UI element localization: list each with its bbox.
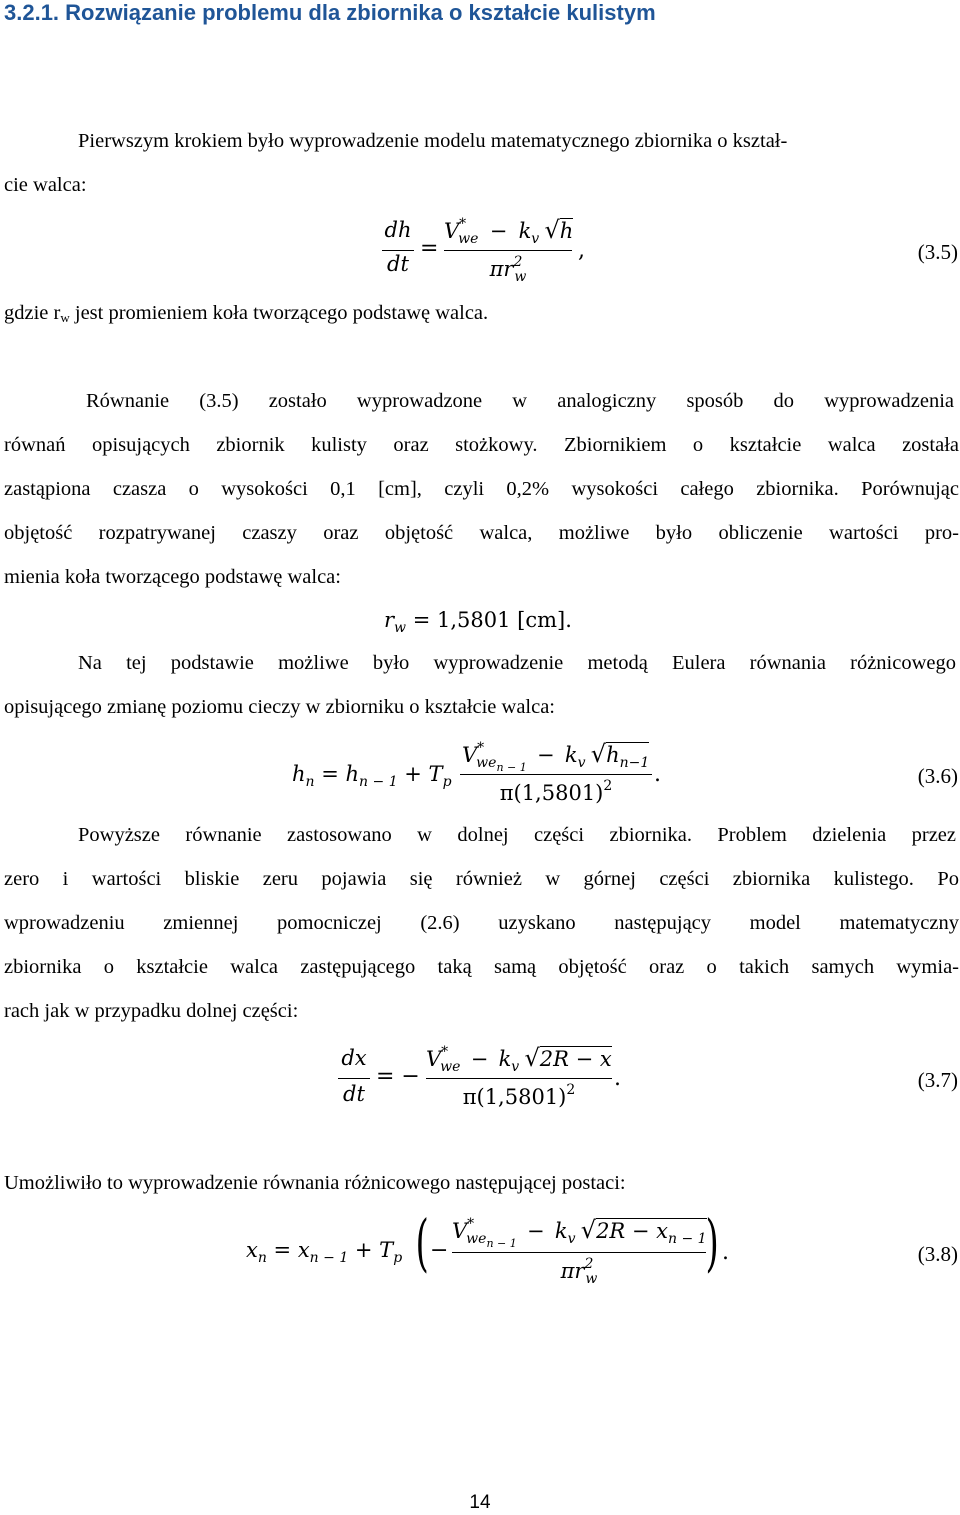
eq36-number: (3.6) [917, 764, 958, 788]
para1-line2: cie walca: [4, 174, 87, 196]
eq35-comma: , [578, 238, 585, 263]
eq35-rhs-numerator: $V^*_{we} - k_v$ √h [444, 216, 574, 247]
para5-line: Umożliwiło to wyprowadzenie równania różnicowego następującej postaci: [4, 1172, 626, 1194]
para4-line3: wprowadzeniu zmiennej pomocniczej (2.6) uzyskano następujący model matematyczny [4, 912, 959, 934]
para4-line1: Powyższe równanie zastosowano w dolnej części zbiornika. Problem dzielenia przez [78, 824, 956, 846]
eq35-equals: = [420, 236, 439, 261]
section-heading: 3.2.1. Rozwiązanie problemu dla zbiornika o kształcie kulistym [4, 0, 656, 25]
para2-line3: zastąpiona czasza o wysokości 0,1 [cm], czyli 0,2% wysokości całego zbiornika. Porównując [4, 478, 959, 500]
eq37-numerator: $V^*_{we} - k_v$ √2R − x [426, 1044, 612, 1075]
eq36-lhs: $h_n = h_{n - 1} + T_p$ [292, 762, 452, 790]
eq38-numerator: $V^*_{wen - 1} - k_v$ $√2R - x_{n - 1}$ [452, 1216, 707, 1250]
eq35-rhs-bar [444, 250, 572, 251]
eq35-rhs-denominator: $\pi r^2_w$ [489, 254, 527, 285]
eq37-equals-minus: = − [376, 1064, 420, 1089]
para1-line1: Pierwszym krokiem było wyprowadzenie modelu matematycznego zbiornika o kształ- [78, 130, 788, 152]
eq36-denominator: $\pi(1,5801)^2$ [499, 778, 613, 805]
page-number: 14 [469, 1492, 491, 1513]
eq35-number: (3.5) [917, 240, 958, 264]
eq38-minus: − [430, 1238, 449, 1263]
eq38-number: (3.8) [917, 1242, 958, 1266]
eq36-dot: . [654, 762, 661, 787]
para2-line1: Równanie (3.5) zostało wyprowadzone w analogiczny sposób do wyprowadzenia [86, 390, 954, 412]
eq36-bar [460, 774, 652, 775]
rw-equation: $r_w = 1,5801$ [cm]. [384, 608, 572, 636]
para4-line5: rach jak w przypadku dolnej części: [4, 1000, 299, 1022]
eq35-lhs-numerator: dh [384, 218, 412, 242]
para2-line4: objętość rozpatrywanej czaszy oraz objętość walca, możliwe było obliczenie wartości pro- [4, 522, 959, 544]
eq38-right-paren: ) [705, 1206, 719, 1279]
eq38-lhs: $x_n = x_{n - 1} + T_p$ [246, 1238, 403, 1266]
eq38-bar [452, 1252, 706, 1253]
eq37-lhs-bar [338, 1078, 370, 1079]
eq38-left-paren: ( [415, 1206, 429, 1279]
eq38-dot: . [722, 1240, 729, 1265]
eq37-bar [426, 1078, 612, 1079]
eq37-denominator: $\pi(1,5801)^2$ [462, 1082, 576, 1109]
eq35-lhs-denominator: dt [387, 252, 409, 276]
para2-line2: równań opisujących zbiornik kulisty oraz stożkowy. Zbiornikiem o kształcie walca została [4, 434, 959, 456]
para4-line2: zero i wartości bliskie zeru pojawia się również w górnej części zbiornika kulistego. Po [4, 868, 959, 890]
eq37-lhs-numerator: dx [341, 1046, 367, 1070]
para4-line4: zbiornika o kształcie walca zastępującego taką samą objętość oraz o takich samych wymia- [4, 956, 959, 978]
para2-line5: mienia koła tworzącego podstawę walca: [4, 566, 341, 588]
para3-line1: Na tej podstawie możliwe było wyprowadzenie metodą Eulera równania różnicowego [78, 652, 956, 674]
para3-line2: opisującego zmianę poziomu cieczy w zbiorniku o kształcie walca: [4, 696, 556, 718]
eq38-denominator: $\pi r^2_w$ [560, 1256, 598, 1287]
gdzie-line: gdzie rw jest promieniem koła tworzącego podstawę walca. [4, 302, 489, 325]
eq35-lhs-bar [382, 250, 414, 251]
eq37-lhs-denominator: dt [343, 1082, 365, 1106]
eq37-dot: . [614, 1066, 621, 1091]
eq36-numerator: $V^*_{wen - 1} - k_v$ $√h_{n-1}$ [462, 740, 650, 774]
eq37-number: (3.7) [917, 1068, 958, 1092]
